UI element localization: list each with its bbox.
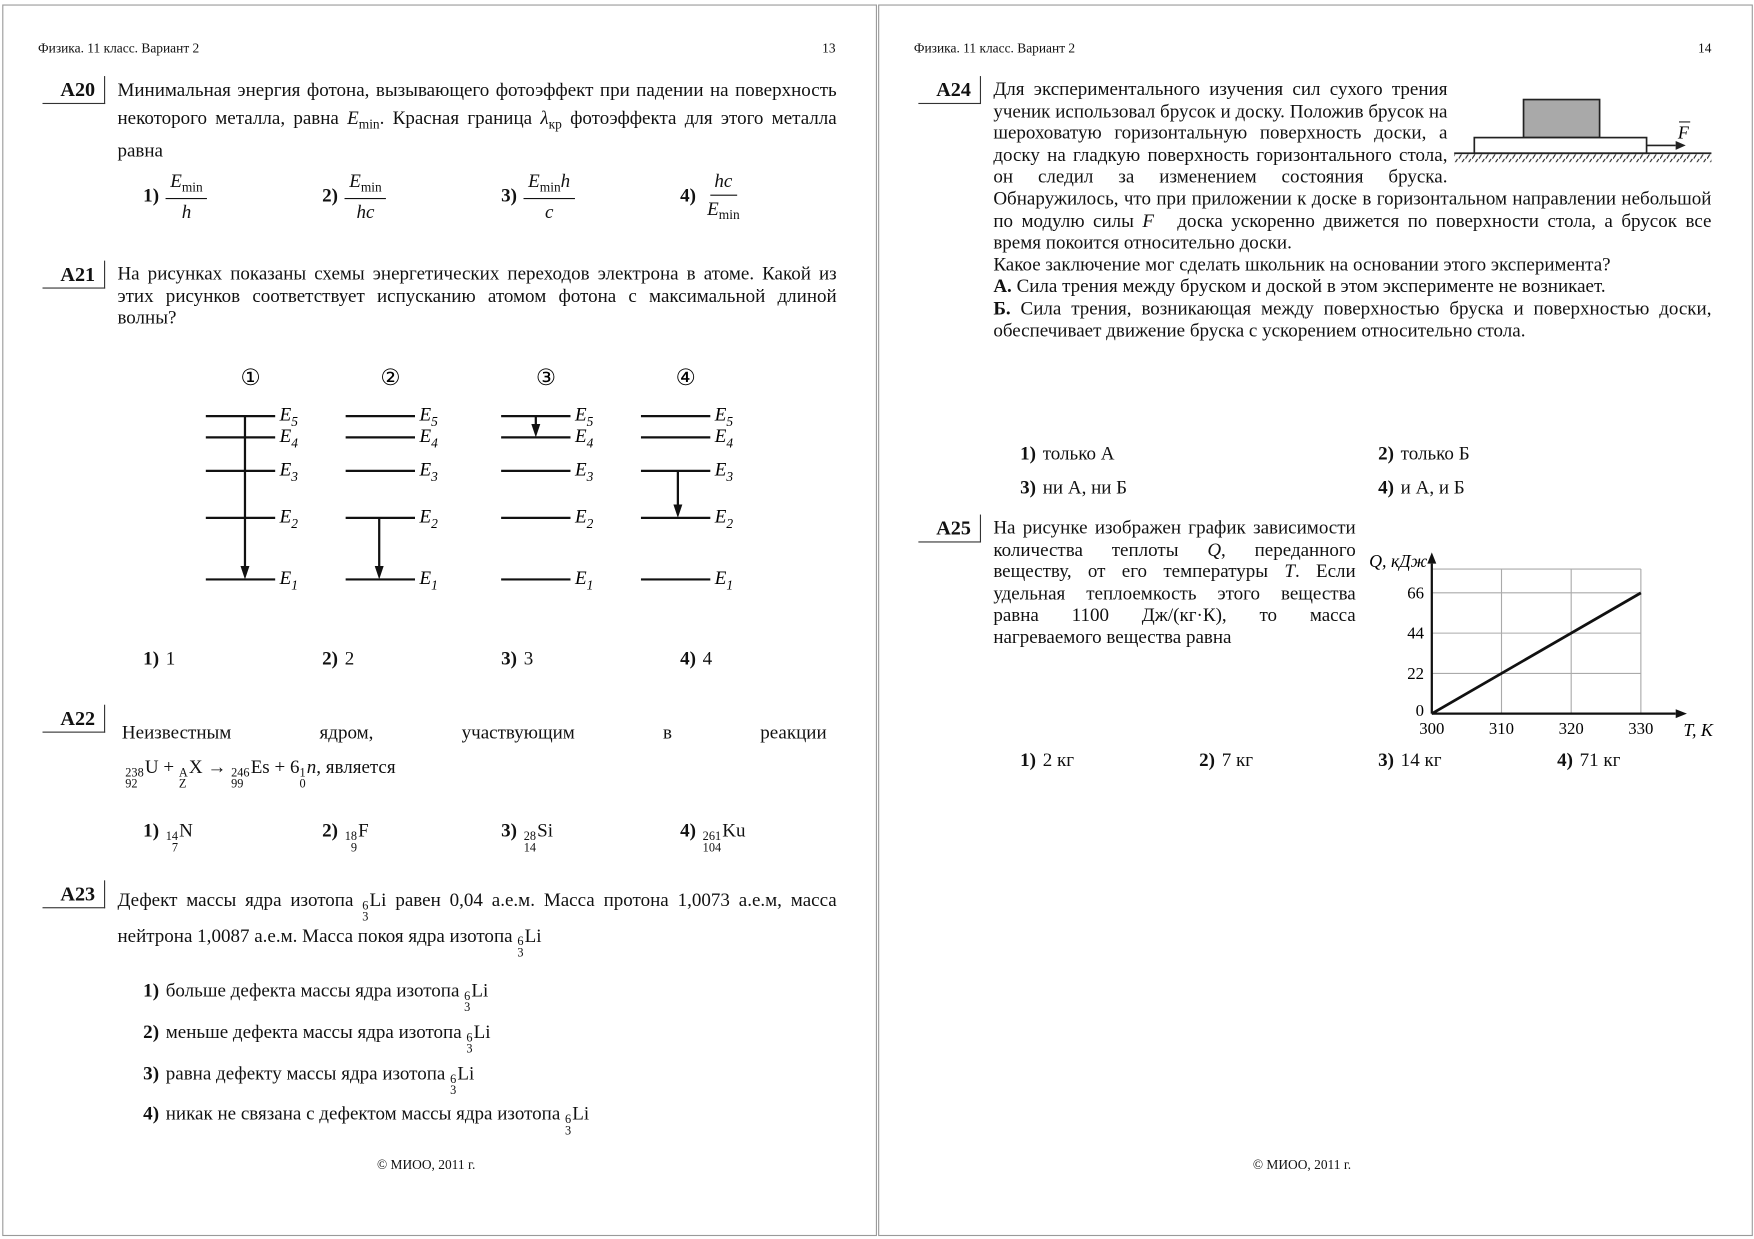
element-symbol: Li	[473, 1021, 491, 1043]
surface-hatching	[1454, 154, 1711, 162]
answer-option	[143, 170, 207, 224]
text-run: min	[718, 206, 740, 223]
text-run: доска ускоренно движется по поверхности стола, а брусок все время покоится относительно доски.	[993, 209, 1712, 253]
diagram-number: ②	[380, 364, 401, 390]
text-run: фотоэффекта для этого металла равна	[117, 106, 837, 162]
option-number: 3)	[1378, 749, 1394, 771]
y-tick-label: 0	[1415, 700, 1424, 720]
page-footer: © МИОО, 2011 г.	[376, 1156, 476, 1173]
answer-option	[1199, 749, 1253, 771]
energy-level-label: $E_1$	[279, 567, 298, 593]
atomic-number: 3	[517, 946, 524, 960]
mass-number: 6	[464, 989, 471, 1004]
text-run: +	[158, 756, 179, 778]
answer-option	[143, 980, 488, 1014]
mass-number: 6	[466, 1031, 473, 1045]
energy-level-label: $E_5$	[419, 404, 438, 430]
option-number: 2)	[322, 647, 339, 669]
answer-option	[501, 648, 533, 670]
nuclide	[464, 979, 489, 1015]
text-run: Минимальная энергия фотона, вызывающего фотоэффект при падении на поверхность некоторого металла, равна	[117, 79, 837, 129]
heat-temperature-chart	[1348, 535, 1717, 748]
text-run: На рисунке изображен график зависимости количества теплоты	[993, 516, 1356, 560]
energy-level-label: $E_4$	[279, 425, 298, 451]
diagram-number: ③	[535, 364, 556, 390]
energy-level-label: $E_2$	[574, 506, 594, 531]
text-run: min	[358, 115, 380, 132]
statement-b-text: Сила трения, возникающая между поверхностью бруска и поверхностью доски, обеспечивает движение бруска с ускорением относительно стола.	[993, 297, 1712, 341]
answer-option	[1378, 443, 1469, 465]
energy-level-label: $E_5$	[279, 404, 298, 430]
text-run: E	[347, 106, 359, 129]
option-number: 4)	[143, 1102, 160, 1125]
option-value: 3	[523, 647, 534, 669]
answer-option	[1378, 749, 1441, 771]
x-axis-arrow	[1676, 709, 1687, 718]
mass-number: 18	[344, 830, 358, 844]
text-run: hc	[356, 201, 375, 223]
option-value: только А	[1042, 442, 1115, 465]
nuclide	[362, 889, 387, 924]
atomic-number: 14	[523, 841, 537, 855]
option-value: 14 кг	[1400, 749, 1442, 771]
text-run: Q	[1207, 538, 1222, 560]
question-label-a22: A22	[43, 705, 106, 733]
energy-level-label: $E_4$	[419, 425, 438, 451]
text-run: n	[306, 756, 317, 778]
nuclide	[702, 819, 746, 855]
answer-option	[143, 1063, 474, 1097]
option-value: 7 кг	[1221, 749, 1254, 771]
text-run: min	[181, 178, 203, 195]
board-block-svg	[1452, 78, 1712, 185]
nuclide-numbers	[362, 900, 368, 922]
question-label-a23: A23	[43, 880, 106, 908]
block-on-board-figure	[1452, 78, 1712, 185]
text-run: hc	[714, 170, 733, 192]
answer-option	[143, 1103, 589, 1137]
diagram-number: ①	[240, 364, 261, 390]
option-number: 1)	[143, 647, 160, 669]
option-number: 4)	[680, 819, 696, 842]
text-run: h	[181, 201, 192, 223]
fraction	[345, 170, 386, 224]
atomic-number: 9	[350, 841, 358, 855]
option-number: 2)	[1199, 749, 1215, 771]
answer-option	[1557, 749, 1620, 771]
atomic-number: 3	[450, 1083, 457, 1098]
nuclide	[231, 756, 270, 791]
question-text-a25	[993, 517, 1355, 648]
element-symbol: Li	[471, 979, 489, 1002]
fraction	[703, 170, 744, 224]
question-body-a24	[993, 78, 1711, 341]
energy-level-label: $E_5$	[574, 404, 594, 430]
text-run: min	[539, 178, 561, 195]
mass-number: 6	[362, 899, 369, 913]
energy-level-diagrams	[190, 358, 772, 604]
question-text-a20	[117, 77, 836, 165]
option-number: 1)	[143, 979, 160, 1002]
nuclide-numbers	[466, 1032, 472, 1054]
nuclide-numbers	[703, 831, 721, 853]
option-number: 1)	[143, 184, 160, 206]
transition-arrowhead	[531, 424, 540, 437]
text-run: . Красная граница	[379, 106, 541, 129]
text-run: + 6	[269, 756, 300, 778]
option-value: 2 кг	[1042, 749, 1075, 771]
x-tick-label: 320	[1558, 718, 1584, 738]
option-value: 71 кг	[1579, 749, 1621, 771]
mass-number: 14	[165, 830, 179, 844]
option-value: 2	[344, 647, 355, 669]
energy-level-label: $E_1$	[419, 567, 438, 593]
x-tick-label: 300	[1419, 718, 1445, 738]
answer-option	[143, 648, 175, 670]
text-run: T	[1284, 560, 1295, 582]
nuclide	[125, 756, 159, 791]
nuclide	[344, 819, 369, 855]
transition-arrowhead	[673, 504, 682, 517]
nuclide-numbers	[231, 767, 249, 789]
answer-option	[322, 648, 354, 670]
text-run: равна дефекту массы ядра изотопа	[165, 1062, 451, 1084]
option-number: 1)	[1020, 442, 1037, 465]
answer-option	[501, 170, 575, 224]
data-line	[1432, 593, 1641, 714]
mass-number: 28	[523, 830, 537, 844]
diagram-number: ④	[675, 364, 696, 390]
denominator	[540, 199, 557, 224]
block-shape	[1524, 100, 1600, 138]
option-value: ни А, ни Б	[1042, 476, 1128, 498]
question-text-a22: Неизвестным ядром, участвующим в реакции	[121, 721, 827, 743]
question-text-a21	[117, 263, 836, 328]
question-label-a25: A25	[918, 515, 981, 543]
question-label-a20: A20	[43, 76, 106, 104]
nuclide-numbers	[464, 991, 470, 1013]
text-run: . Если удельная теплоемкость этого вещества равна 1100 Дж/(кг·К), то масса нагреваемого вещества равна	[993, 560, 1356, 648]
option-value: только Б	[1400, 442, 1470, 465]
atomic-number: 0	[299, 777, 306, 791]
y-tick-label: 44	[1407, 623, 1424, 643]
text-run: меньше дефекта массы ядра изотопа	[165, 1021, 467, 1043]
energy-level-label: $E_1$	[574, 567, 594, 593]
text-run: E	[707, 197, 719, 220]
question-text-a23	[117, 887, 836, 959]
energy-level-label: $E_3$	[279, 459, 298, 484]
option-number: 2)	[143, 1021, 160, 1043]
question-label-a21: A21	[43, 261, 106, 289]
mass-number: 246	[231, 766, 250, 780]
answer-option	[680, 820, 745, 854]
atomic-number: 99	[231, 777, 244, 791]
text-run: λ	[540, 106, 549, 129]
option-number: 3)	[501, 184, 517, 206]
text-run: , является	[316, 756, 396, 778]
energy-level-label: $E_3$	[714, 459, 734, 484]
atomic-number: 92	[125, 777, 138, 791]
nuclide-numbers	[450, 1074, 456, 1096]
numerator	[710, 170, 737, 196]
option-number: 2)	[322, 819, 339, 842]
nuclide-numbers	[524, 831, 536, 853]
text-run: никак не связана с дефектом массы ядра изотопа	[165, 1102, 566, 1125]
mass-number: A	[178, 766, 188, 780]
denominator	[352, 199, 379, 224]
board-shape	[1474, 138, 1646, 154]
element-symbol: Li	[369, 889, 387, 911]
page-header: Физика. 11 класс. Вариант 2	[913, 40, 1076, 56]
option-value: 4	[702, 647, 713, 669]
nuclide	[165, 819, 193, 855]
atomic-number: Z	[178, 777, 187, 791]
nuclide	[517, 925, 542, 960]
element-symbol: Li	[457, 1062, 475, 1084]
option-number: 3)	[143, 1062, 160, 1084]
atomic-number: 3	[464, 1001, 471, 1015]
nuclide	[565, 1102, 590, 1138]
denominator	[703, 196, 744, 224]
element-symbol: Li	[524, 925, 542, 947]
text-run: E	[170, 170, 182, 192]
nuclide	[466, 1021, 491, 1056]
nuclide	[450, 1062, 475, 1098]
statement-b	[993, 297, 1711, 341]
element-symbol: X	[188, 756, 203, 778]
option-number: 3)	[1020, 476, 1037, 498]
y-axis-arrow	[1427, 552, 1436, 563]
option-number: 1)	[143, 819, 160, 842]
energy-level-label: $E_5$	[714, 404, 734, 430]
answer-option	[143, 820, 193, 854]
statement-a-label: А.	[993, 275, 1012, 297]
text-run: F⃗	[1142, 209, 1169, 232]
mass-number: 6	[565, 1113, 572, 1127]
energy-level-label: $E_1$	[714, 567, 734, 593]
numerator	[524, 170, 575, 199]
option-number: 3)	[501, 819, 517, 842]
element-symbol: U	[144, 756, 159, 778]
force-label: F	[1677, 122, 1689, 143]
mass-number: 1	[299, 766, 306, 780]
reaction-equation	[125, 756, 830, 790]
atomic-number: 3	[466, 1042, 473, 1056]
statement-a	[993, 276, 1711, 298]
nuclide-numbers	[345, 831, 357, 853]
mass-number: 6	[517, 935, 524, 949]
text-run: Для экспериментального изучения сил сухого трения ученик использовал брусок и доску. Положив брусок на шероховатую горизонтальную поверхность доски, а доску на гладкую поверхность горизонтального стола, он следил за изменением состояния бруска. Обнаружилось, что при приложении к доске в горизонтальном направлении небольшой по модулю силы	[993, 78, 1712, 232]
text-run: равен 0,04 а.е.м. Масса протона 1,0073 а.е.м, масса нейтрона 1,0087 а.е.м. Масса покоя ядра изотопа	[117, 889, 837, 947]
text-run: Дефект массы ядра изотопа	[117, 889, 363, 911]
energy-level-label: $E_2$	[279, 506, 298, 531]
option-number: 4)	[1378, 476, 1394, 498]
option-number: 4)	[680, 647, 696, 669]
y-axis-label: Q, кДж	[1369, 550, 1428, 571]
energy-level-label: $E_3$	[574, 459, 594, 484]
atomic-number: 3	[565, 1124, 572, 1138]
question-prompt: Какое заключение мог сделать школьник на основании этого эксперимента?	[993, 253, 1611, 275]
nuclide-numbers	[125, 767, 143, 789]
text-run: c	[544, 201, 554, 223]
fraction	[166, 170, 207, 224]
text-run: min	[360, 178, 382, 195]
answer-option	[1378, 477, 1465, 499]
nuclide-numbers	[565, 1114, 571, 1136]
y-tick-label: 66	[1407, 583, 1424, 603]
mass-number: 6	[450, 1072, 457, 1087]
nuclide-numbers	[166, 831, 178, 853]
option-value: и А, и Б	[1400, 476, 1465, 498]
element-symbol: F	[358, 819, 369, 842]
transition-arrowhead	[240, 566, 249, 579]
option-number: 4)	[1557, 749, 1573, 771]
page-number: 14	[1698, 40, 1712, 56]
element-symbol: Ku	[722, 819, 746, 842]
fraction	[524, 170, 575, 224]
option-number: 4)	[680, 184, 696, 206]
answer-option	[501, 820, 553, 854]
mass-number: 238	[125, 766, 144, 780]
answer-option	[1020, 477, 1127, 499]
mass-number: 261	[702, 830, 722, 844]
energy-level-label: $E_3$	[419, 459, 438, 484]
energy-level-label: $E_4$	[574, 425, 594, 451]
answer-option	[1020, 443, 1114, 465]
page-number: 13	[822, 40, 836, 56]
statement-a-text: Сила трения между бруском и доской в этом эксперименте не возникает.	[1016, 275, 1606, 297]
element-symbol: N	[179, 819, 193, 842]
option-number: 1)	[1020, 749, 1037, 771]
nuclide	[178, 756, 203, 791]
text-run: E	[349, 170, 361, 192]
element-symbol: Li	[572, 1102, 590, 1125]
answer-option	[1020, 749, 1074, 771]
text-run: кр	[548, 115, 562, 132]
element-symbol: Es	[250, 756, 270, 778]
numerator	[345, 170, 386, 199]
denominator	[177, 199, 195, 224]
page-footer: © МИОО, 2011 г.	[1252, 1156, 1352, 1173]
energy-level-label: $E_2$	[714, 506, 734, 531]
statement-b-label: Б.	[993, 297, 1011, 319]
transition-arrowhead	[375, 566, 384, 579]
text-run: , переданного веществу, от его температуры	[993, 538, 1356, 582]
nuclide-numbers	[179, 767, 188, 789]
question-label-a24: A24	[918, 76, 981, 104]
x-tick-label: 330	[1628, 718, 1654, 738]
atomic-number: 7	[171, 841, 179, 855]
text-run: h	[560, 170, 571, 192]
atomic-number: 3	[362, 910, 369, 924]
nuclide-numbers	[299, 767, 305, 789]
numerator	[166, 170, 207, 199]
answer-option	[322, 820, 369, 854]
element-symbol: Si	[537, 819, 553, 842]
energy-level-label: $E_4$	[714, 425, 734, 451]
option-number: 3)	[501, 647, 517, 669]
nuclide	[523, 819, 553, 855]
answer-option	[322, 170, 386, 224]
answer-option	[143, 1021, 490, 1055]
energy-level-label: $E_2$	[419, 506, 438, 531]
answer-option	[680, 170, 744, 224]
option-number: 2)	[1378, 442, 1394, 465]
text-run: На рисунках показаны схемы энергетических переходов электрона в атоме. Какой из этих рисунков соответствует испусканию атомом фотона с максимальной длиной волны?	[117, 262, 837, 328]
answer-option	[680, 648, 712, 670]
atomic-number: 104	[702, 841, 722, 855]
page-header: Физика. 11 класс. Вариант 2	[38, 40, 200, 56]
x-axis-label: T, К	[1683, 720, 1713, 741]
option-value: 1	[165, 647, 176, 669]
text-run: →	[202, 756, 232, 778]
x-tick-label: 310	[1488, 718, 1515, 738]
y-tick-label: 22	[1407, 663, 1424, 683]
option-number: 2)	[322, 184, 339, 206]
text-run: E	[528, 170, 540, 192]
text-run: больше дефекта массы ядра изотопа	[165, 979, 465, 1002]
nuclide-numbers	[517, 936, 523, 958]
